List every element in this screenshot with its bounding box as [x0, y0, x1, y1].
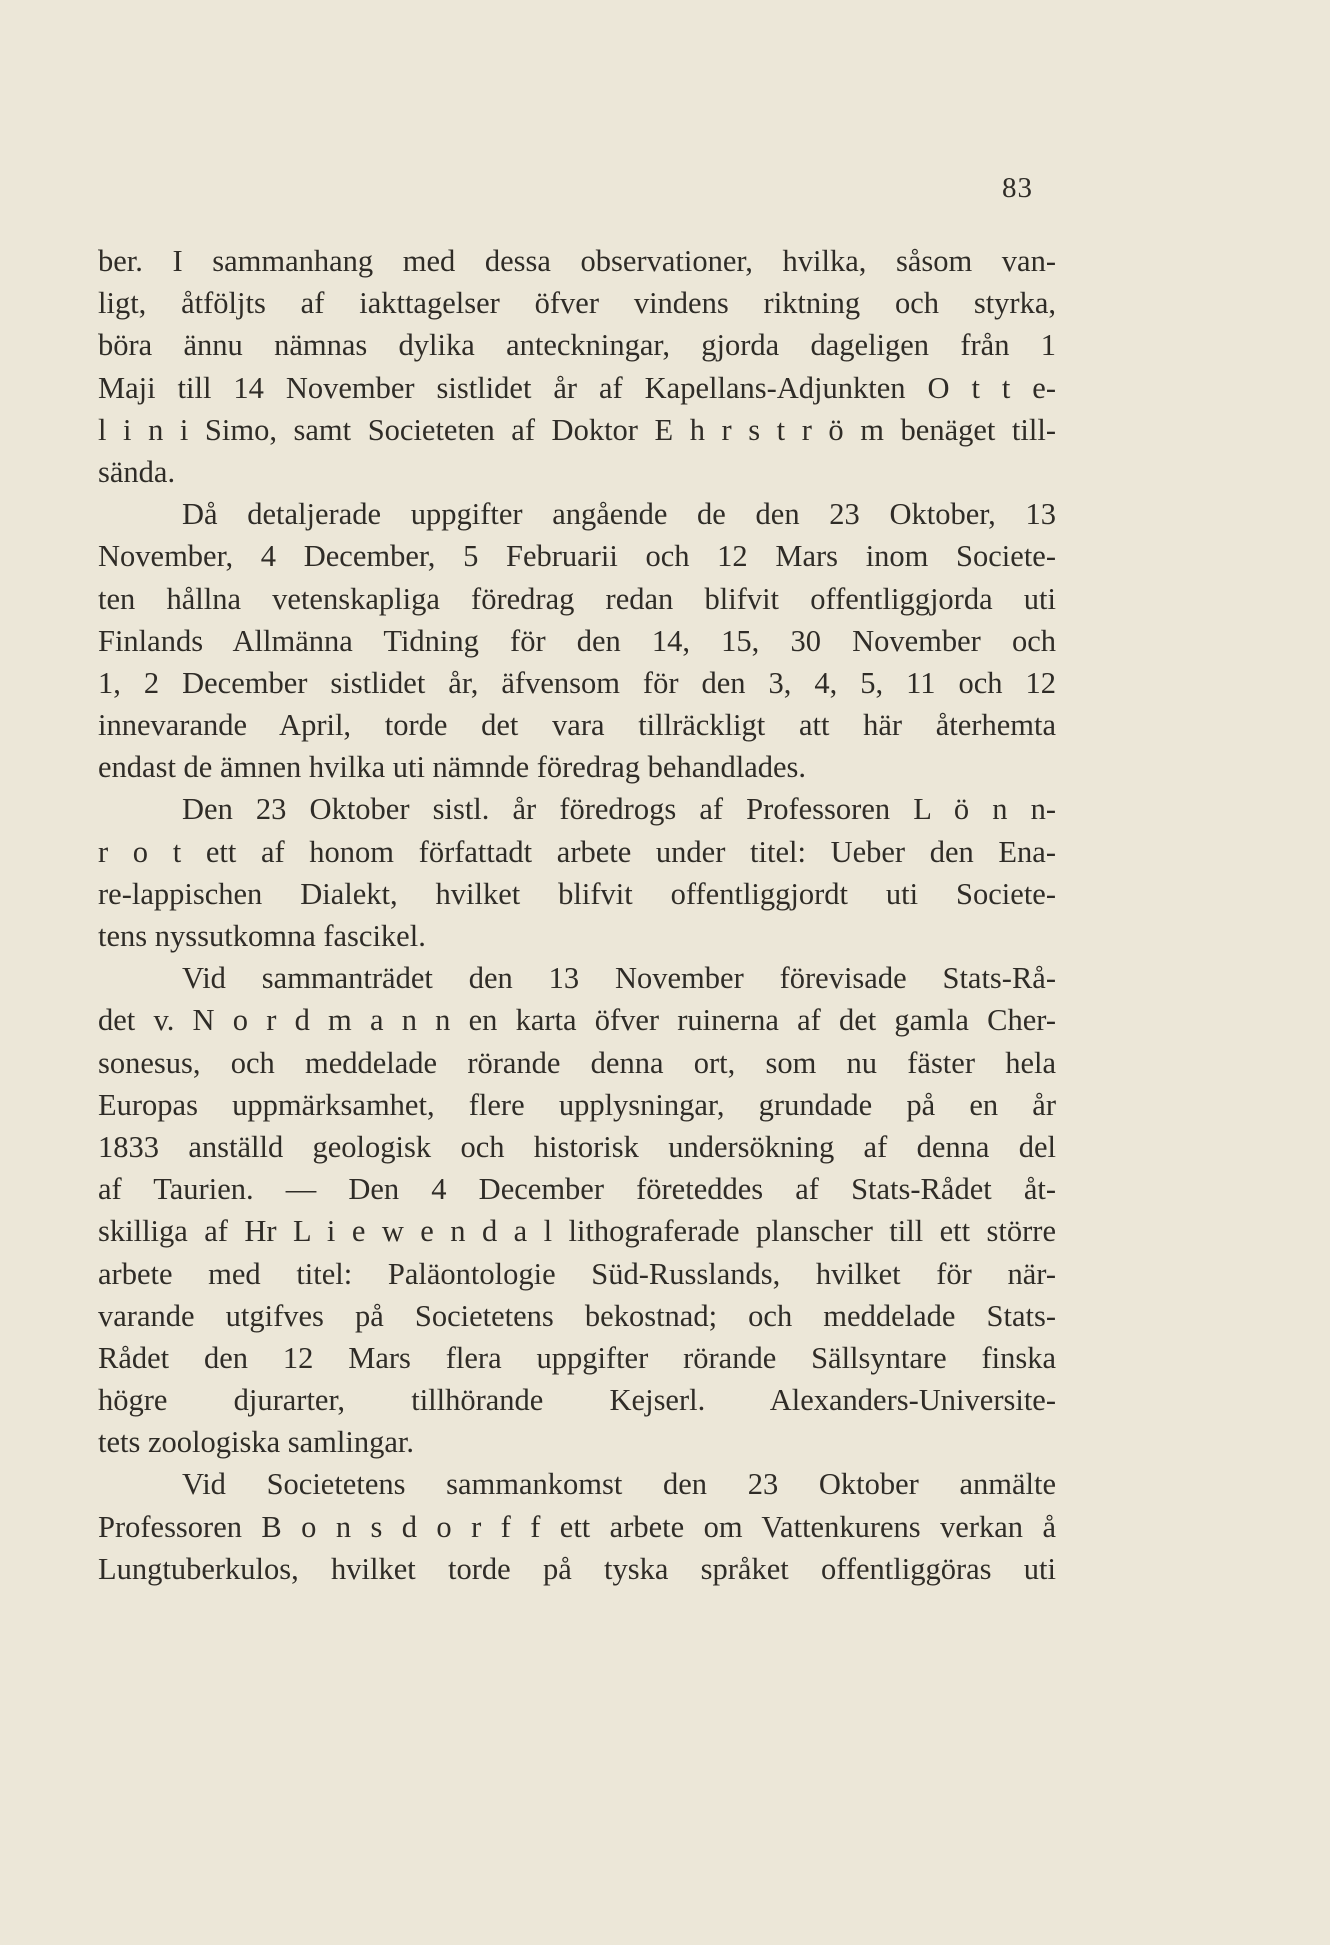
text-line: November, 4 December, 5 Februarii och 12 Mars inom Societe- [98, 539, 1056, 574]
text-line: 1833 anställd geologisk och historisk undersökning af denna del [98, 1129, 1056, 1164]
text-line: sända. [98, 454, 176, 489]
text-line: Den 23 Oktober sistl. år föredrogs af Professoren L ö n n- [182, 792, 1056, 827]
text-line: Vid Societetens sammankomst den 23 Oktober anmälte [182, 1467, 1056, 1502]
text-line: innevarande April, torde det vara tillräckligt att här återhemta [98, 708, 1056, 743]
text-line: tets zoologiska samlingar. [98, 1425, 414, 1460]
text-line: Lungtuberkulos, hvilket torde på tyska språket offentliggöras uti [98, 1551, 1056, 1586]
text-line: r o t ett af honom författadt arbete under titel: Ueber den Ena- [98, 834, 1056, 869]
text-line: Europas uppmärksamhet, flere upplysningar, grundade på en år [98, 1087, 1056, 1122]
text-line: ligt, åtföljts af iakttagelser öfver vindens riktning och styrka, [98, 286, 1056, 321]
text-line: arbete med titel: Paläontologie Süd-Russlands, hvilket för när- [98, 1256, 1056, 1291]
text-line: Maji till 14 November sistlidet år af Kapellans-Adjunkten O t t e- [98, 370, 1056, 405]
text-line: sonesus, och meddelade rörande denna ort, som nu fäster hela [98, 1045, 1056, 1080]
text-line: endast de ämnen hvilka uti nämnde föredrag behandlades. [98, 750, 807, 785]
text-line: Då detaljerade uppgifter angående de den 23 Oktober, 13 [182, 497, 1056, 532]
text-line: varande utgifves på Societetens bekostnad; och meddelade Stats- [98, 1298, 1056, 1333]
text-line: det v. N o r d m a n n en karta öfver ruinerna af det gamla Cher- [98, 1003, 1056, 1038]
text-line: re-lappischen Dialekt, hvilket blifvit offentliggjordt uti Societe- [98, 876, 1056, 911]
text-line: af Taurien. — Den 4 December företeddes af Stats-Rådet åt- [98, 1172, 1056, 1207]
page-number: 83 [1002, 172, 1033, 204]
text-line: högre djurarter, tillhörande Kejserl. Alexanders-Universite- [98, 1383, 1056, 1418]
body-text [98, 240, 1056, 1590]
text-line: Finlands Allmänna Tidning för den 14, 15, 30 November och [98, 623, 1056, 658]
text-line: ber. I sammanhang med dessa observationer, hvilka, såsom van- [98, 244, 1056, 278]
text-line: ten hållna vetenskapliga föredrag redan blifvit offentliggjorda uti [98, 581, 1056, 616]
text-line: Vid sammanträdet den 13 November förevisade Stats-Rå- [182, 961, 1056, 996]
text-line: Rådet den 12 Mars flera uppgifter rörande Sällsyntare finska [98, 1340, 1056, 1375]
text-line: Professoren B o n s d o r f f ett arbete om Vattenkurens verkan å [98, 1509, 1056, 1544]
text-line: tens nyssutkomna fascikel. [98, 919, 426, 953]
text-line: l i n i Simo, samt Societeten af Doktor E h r s t r ö m benäget till- [98, 412, 1056, 447]
text-line: 1, 2 December sistlidet år, äfvensom för den 3, 4, 5, 11 och 12 [98, 665, 1056, 700]
text-line: skilliga af Hr L i e w e n d a l lithograferade planscher till ett större [98, 1214, 1056, 1249]
text-line: böra ännu nämnas dylika anteckningar, gjorda dageligen från 1 [98, 328, 1056, 363]
